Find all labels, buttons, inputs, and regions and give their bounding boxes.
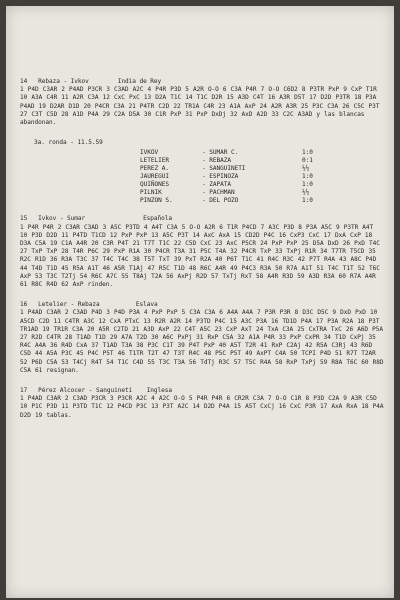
table-row: [140, 189, 332, 197]
game-15: [20, 215, 384, 289]
game-opening: Eslava: [135, 301, 158, 309]
round-results-table: [140, 149, 332, 205]
game-opening: India de Rey: [117, 78, 162, 85]
result-score: ½½: [302, 189, 310, 197]
game-players: Pérez Alcocer - Sanguineti: [38, 387, 133, 395]
white-player: LETELIER: [140, 157, 169, 165]
game-opening: Inglesa: [146, 387, 173, 395]
white-player: PILNIK: [140, 189, 162, 197]
table-row: [140, 149, 332, 157]
white-player: QUIÑONES: [140, 181, 169, 189]
result-score: 1:0: [302, 173, 313, 181]
black-player: - ZAPATA: [202, 181, 231, 189]
table-row: [140, 197, 332, 205]
game-17: [20, 387, 384, 420]
game-number: 15: [20, 215, 28, 223]
game-players: Ivkov - Sumar: [38, 215, 86, 223]
white-player: PEREZ A.: [140, 165, 169, 173]
game-number: 16: [20, 301, 28, 309]
result-score: 1:0: [302, 197, 313, 205]
game-header: [20, 215, 384, 223]
white-player: PINZON S.: [140, 197, 173, 205]
result-score: 1:0: [302, 149, 313, 157]
black-player: - REBAZA: [202, 157, 231, 165]
game-16: [20, 301, 384, 375]
black-player: - PACHMAN: [202, 189, 235, 197]
black-player: - SUMAR C.: [202, 149, 239, 157]
black-player: - ESPINOZA: [202, 173, 239, 181]
table-row: [140, 165, 332, 173]
game-header: [20, 387, 384, 395]
white-player: IVKOV: [140, 149, 159, 157]
printed-page: [6, 6, 394, 598]
game-moves: 1 P4R P4R 2 C3AR C3AD 3 A5C P3TD 4 A4T C3A 5 O-O A2R 6 T1R P4CD 7 A3C P3D 8 P3A A5C 9 P3TR A4T 10 P3D D2D 11 P4TD T1CD 12 PxP PxP 13 A5C P3T 14 AxC AxA 15 CD2D P4C 16 CxP3 CxC 17 DxA CxP 18 D3A C5A 19 C1A A4R 20 C3R P4T 21 T7T T1C 22 C5D CxC 23 AxC P5CR 24 PxP PxP 25 D5A DxD 26 PxD T4C 27 TxP TxP 28 T4R P6C 29 PxP R1A 30 P4CR T3A 31 P5C T4A 32 P4CR TxP 33 TxPj R1R 34 T7TR T5CD 35 R2C R1D 36 R3A T3C 37 T4C T4C 38 T5T TxT 39 PxT R2A 40 P6T T1C 41 R4C R3C 42 P7T R4A 43 A8C P4D 44 T4D T1D 45 R5A A1T 46 A5R T1Aj 47 R5C T1D 48 R6C A4R 49 P4C3 R3A 50 R7A A1T 51 T4C T1T 52 T6C AxP 53 T3C T2Tj 54 R6C A7C 55 T8Aj T2A 56 AxPj R2D 57 TxTj RxT 58 A4R R3D 59 A3D R3A 60 R7A A4R 61 R8C R4D 62 AxP rinden.: [20, 223, 380, 289]
game-number: 14: [20, 78, 28, 85]
page-content: [20, 78, 384, 432]
game-players: Letelier - Rebaza: [38, 301, 100, 309]
result-score: 0:1: [302, 157, 313, 165]
game-moves: 1 P4AD C3AR 2 C3AD P3CR 3 P3CR A2C 4 A2C O-O 5 P4R P4R 6 CR2R C3A 7 O-O C1R 8 P3D C2A 9 A3R C5D 10 P1C P3D 11 P3TD T1C 12 P4CD P3C 13 P3T A2C 14 D2D P4A 15 A5T CxCj 16 CxC P3R 17 AxA RxA 18 P4A D2D 19 tablas.: [20, 395, 384, 419]
black-player: - SANGUINETI: [202, 165, 246, 173]
game-opening: Española: [143, 215, 173, 223]
game-header: [20, 301, 384, 309]
white-player: JAUREGUI: [140, 173, 169, 181]
game-moves: 1 P4AD C3AR 2 C3AD P4D 3 P4D P3A 4 PxP PxP 5 C3A C3A 6 A4A A4A 7 P3R P3R 8 D3C D5C 9 DxD PxD 10 A5CD C2D 11 C4TR A3C 12 CxA PTxC 13 R2R A2R 14 P3TD P4C 15 A3C P3A 16 TD1D P4A 17 P3A R2A 18 P3T TR1AD 19 TR1R C3A 20 A5R C2TD 21 A3D AxP 22 C4T A5C 23 CxP AxT 24 TxA C3A 25 CxTRA TxC 26 A6D P5A 27 R2D C4TR 28 T1AD T1D 29 A7A T2D 30 A6C PxPj 31 RxP C5A 32 A1A P4R 33 PxP CxPR 34 T1D CxPj 35 R4C A4A 36 R4D CxA 37 T1AD T3A 38 P3C C1T 39 P4T PxP 40 A5T T2R 41 RxP C2Aj 42 R5A C3Rj 43 R6D C5D 44 A5A P3C 45 P4C P5T 46 T1TR T2T 47 T3T R4C 48 P5C P5T 49 AxPT C4A 50 TCPI P4D 51 R7T T2AR 52 P6D C5A 53 T4Cj R4T 54 T1C C4D 55 T3C T3A 56 TdTj R3C 57 T5C R4A 58 RxP TxPj 59 R8A T6C 60 R8D C5A 61 resignan.: [20, 309, 384, 374]
game-header: [20, 78, 384, 86]
game-14: [20, 78, 384, 127]
game-players: Rebaza - Ivkov: [38, 78, 89, 85]
game-moves: 1 P4D C3AR 2 P4AD P3CR 3 C3AD A2C 4 P4R P3D 5 A2R O-O 6 C3A P4R 7 O-O C6D2 8 P3TR PxP 9 CxP T1R 10 A3A C4R 11 A2R C3A 12 CxC PxC 13 D2A T1C 14 T1C D2R 15 A3D C4T 16 A3R D5T 17 D2D P3TR 18 P3A P4AD 19 D2AR D1D 20 P4CR C3A 21 P4TR C2D 22 TR1A C4R 23 A1A AxP 24 A2R A3R 25 P3C C3A 26 C5C P3T 27 C3T C5D 28 A1D P4A 29 C2A D5A 30 C1R PxP 31 PxP DxDj 32 AxD A2D 33 C2C A3AD y las blancas abandonan.: [20, 86, 380, 127]
result-score: ½½: [302, 165, 310, 173]
result-score: 1:0: [302, 181, 313, 189]
round-heading: 3a. ronda - 11.5.59: [34, 139, 103, 147]
black-player: - DEL POZO: [202, 197, 239, 205]
game-number: 17: [20, 387, 28, 395]
